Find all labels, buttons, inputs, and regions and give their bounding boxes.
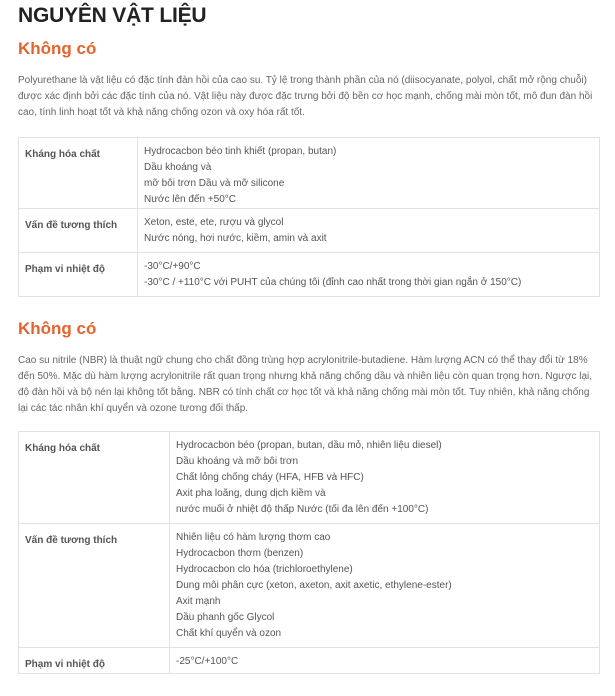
- row-label: Vấn đề tương thích: [19, 524, 170, 648]
- section-description: Cao su nitrile (NBR) là thuật ngữ chung cho chất đồng trùng hợp acrylonitrile-butadiene. Hàm lượng ACN có thể thay đổi từ 18% đến 50%. Mặc dù hàm lượng acrylonitrile rất quan trọng nhưng khả năng chống dầu và nhiên liệu còn quan trọng hơn. Ngược lại, độ đàn hồi và bộ nén lại không tốt bằng. NBR có tính chất cơ học tốt và khả năng chống mài mòn tốt. Tuy nhiên, khả năng chống lại các tác nhân khí quyển và ozone tương đối thấp.: [18, 355, 592, 414]
- section-heading: Không có: [18, 319, 97, 338]
- row-label: Kháng hóa chất: [19, 432, 170, 524]
- value-line: Nước nóng, hơi nước, kiềm, amin và axit: [144, 233, 327, 244]
- value-line: Dầu khoáng và: [144, 162, 212, 173]
- row-value: [138, 209, 600, 253]
- table-row: [19, 432, 600, 524]
- properties-table: [18, 137, 600, 297]
- table-row: [19, 209, 600, 253]
- value-line: Axit mạnh: [176, 596, 221, 607]
- value-line: Hydrocacbon béo tinh khiết (propan, butan): [144, 146, 337, 157]
- value-line: Hydrocacbon clo hóa (trichloroethylene): [176, 564, 353, 575]
- table-row: [19, 648, 600, 674]
- value-line: mỡ bôi trơn Dầu và mỡ silicone: [144, 178, 285, 189]
- value-line: Dầu khoáng và mỡ bôi trơn: [176, 456, 299, 467]
- value-line: nước muối ở nhiệt độ thấp Nước (tối đa lên đến +100°C): [176, 504, 429, 515]
- table-row: [19, 524, 600, 648]
- row-value: [170, 524, 600, 648]
- value-line: -25°C/+100°C: [176, 656, 239, 667]
- row-label: Phạm vi nhiệt độ: [19, 648, 170, 674]
- row-label: Phạm vi nhiệt độ: [19, 253, 138, 297]
- row-label: Vấn đề tương thích: [19, 209, 138, 253]
- row-value: [170, 432, 600, 524]
- value-line: Dầu phanh gốc Glycol: [176, 612, 275, 623]
- value-line: Nhiên liệu có hàm lượng thơm cao: [176, 532, 331, 543]
- page-content: [18, 0, 600, 674]
- table-row: [19, 138, 600, 209]
- row-value: [138, 138, 600, 209]
- value-line: Hydrocacbon thơm (benzen): [176, 548, 304, 559]
- properties-table: [18, 431, 600, 674]
- row-label: Kháng hóa chất: [19, 138, 138, 209]
- section-heading: Không có: [18, 39, 97, 58]
- section-description: Polyurethane là vật liệu có đặc tính đàn hồi của cao su. Tỷ lệ trong thành phần của nó (diisocyanate, polyol, chất mở rộng chuỗi) được xác định bởi các đặc tính của nó. Vật liệu này được đặc trưng bởi độ bền cơ học mạnh, chống mài mòn tốt, mô đun đàn hồi cao, tính linh hoạt tốt và khả năng chống ozon và oxy hóa rất tốt.: [18, 75, 593, 118]
- row-value: [170, 648, 600, 674]
- row-value: [138, 253, 600, 297]
- material-section-nitrile: [18, 319, 600, 674]
- value-line: -30°C/+90°C: [144, 261, 201, 272]
- value-line: Nước lên đến +50°C: [144, 194, 237, 205]
- material-section-polyurethane: [18, 39, 600, 297]
- value-line: Xeton, este, ete, rượu và glycol: [144, 217, 284, 228]
- value-line: Axit pha loãng, dung dịch kiềm và: [176, 488, 326, 499]
- table-row: [19, 253, 600, 297]
- value-line: Chất lỏng chống cháy (HFA, HFB và HFC): [176, 472, 364, 483]
- value-line: Dung môi phân cực (xeton, axeton, axit axetic, ethylene-ester): [176, 580, 452, 591]
- value-line: Chất khí quyển và ozon: [176, 628, 282, 639]
- value-line: -30°C / +110°C với PUHT của chúng tôi (đỉnh cao nhất trong thời gian ngắn ở 150°C): [144, 277, 522, 288]
- value-line: Hydrocacbon béo (propan, butan, dầu mỏ, nhiên liệu diesel): [176, 440, 442, 451]
- page-title: NGUYÊN VẬT LIỆU: [18, 4, 207, 27]
